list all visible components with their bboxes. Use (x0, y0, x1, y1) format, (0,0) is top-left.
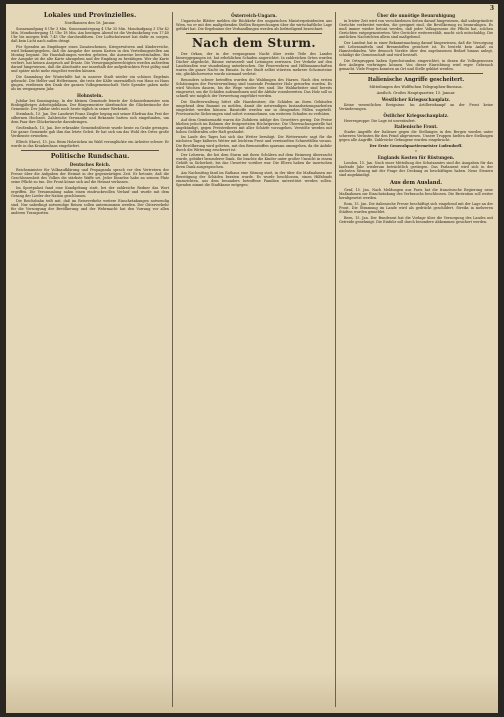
paragraph: Die Ortsgruppen haben Sprechstunden eingerichtet, in denen die Volksgenossen ihre Anliegen vorbringen können. Von dieser Einrichtung wird reger Gebrauch gemacht. Viele Fragen konnten an Ort und Stelle geklärt werden. (339, 58, 493, 71)
paragraph: Heeresgruppe: Die Lage ist unverändert. (344, 118, 416, 123)
column-rule (172, 12, 173, 707)
column-right (339, 12, 493, 707)
dateline: Amtlich. Großes Hauptquartier, 15. Januar. (376, 90, 456, 95)
divider (186, 33, 322, 34)
paragraph: Keine wesentlichen Ereignisse. Im Artilleriekampf an der Front keine Veränderungen. (339, 102, 493, 111)
paragraph: in letzter Zeit wird von verschiedenen Seiten darauf hingewiesen, daß unbegründete Gerüchte verbreitet werden, die geeignet sind, die Bevölkerung zu beunruhigen. Es muß immer wieder betont werden, daß jeder Volksgenosse die Pflicht hat, solchen Gerüchten entgegenzutreten. Wer Gerüchte weitererzählt, macht sich mitschuldig. Die amtlichen Nachrichten allein sind maßgebend. (339, 19, 493, 40)
headline-war: Italienische Angriffe gescheitert. (367, 76, 465, 83)
paragraph: Die Sammlung der Winterhilfe hat in unserer Stadt wieder ein schönes Ergebnis gebracht. Die Helfer und Helferinnen, die trotz der Kälte unermüdlich von Haus zu Haus gingen, verdienen den Dank der ganzen Volksgemeinschaft. Viele Spender gaben mehr als im vergangenen Jahr. (11, 74, 169, 91)
paragraph: London, 15. Jan. Nach einer Mitteilung des Schatzamtes sind die Ausgaben für das laufende Jahr wiederum beträchtlich gestiegen. Das Parlament wird sich in der nächsten Sitzung mit der Frage der Deckung zu beschäftigen haben. Neue Steuern sind angekündigt. (339, 161, 493, 178)
paragraph: Bern, 15. Jan. Der Bundesrat hat die Vorlage über die Versorgung des Landes mit Getreide genehmigt. Die Einfuhr soll durch besondere Abkommen gesichert werden. (339, 215, 493, 224)
asterism: * (415, 148, 417, 154)
paragraph: Jubilar bei Sonntagstag. In der kleinen Gemeinde feierte der Schmiedemeister sein fünfzigjähriges Arbeitsjubiläum. Der Bürgermeister überbrachte die Glückwünsche der Gemeinde. Der Jubilar steht noch heute täglich in seiner Werkstatt. (11, 98, 169, 111)
signature: Der Erste Generalquartiermeister Ludendorff. (369, 143, 463, 148)
paragraph: Besonders schwer betroffen wurden die Waldungen des Harzes. Nach den ersten Schätzungen der Forstverwaltung sind tausende Festmeter Holz geworfen worden. Es wird Wochen dauern, bis die Wege wieder frei sind. Die Waldarbeiter sind bereits eingesetzt, um die Schäden aufzunehmen und die Abfuhr vorzubereiten. Das Holz soll so schnell wie möglich der Verwertung zugeführt werden. (176, 78, 332, 99)
paragraph: Im Laufe des Tages hat sich das Wetter beruhigt. Die Wetterwarte sagt für die nächsten Tage kälteres Wetter mit leichtem Frost und vereinzelten Schneefällen voraus. Die Bevölkerung wird gebeten, mit den Brennstoffen sparsam umzugehen, da die Anfuhr durch die Witterung erschwert ist. (176, 135, 332, 152)
subhead: Östlicher Kriegsschauplatz. (383, 112, 449, 118)
paragraph: Die Reichsbahn teilt mit, daß im Reiseverkehr weitere Einschränkungen notwendig sind. Nur unbedingt notwendige Reisen sollen unternommen werden. Der Güterverkehr für die Versorgung der Bevölkerung und der Wehrmacht hat den Vorrang vor allen anderen Transporten. (11, 199, 169, 216)
paragraph: Auf dem Gemüsemarkt waren die Zufuhren infolge des Unwetters gering. Die Preise blieben jedoch im Rahmen der festgesetzten Höchstpreise. Die Überwachungsstelle hat angekündigt, gegen Preistreiberei mit aller Schärfe vorzugehen. Verstöße werden mit hohen Geldstrafen oder Haft geahndet. (176, 117, 332, 134)
subhead: Italienische Front. (394, 124, 438, 130)
section-title-politics: Politische Rundschau. (50, 152, 130, 160)
subhead: Über die unnötige Beunruhigung (376, 13, 456, 18)
subhead: Hohnstein. (77, 92, 103, 98)
paper-stain (6, 673, 498, 713)
dateline: Nordhausen den 16. Januar. (64, 21, 116, 25)
subhead: Englands Kosten für Rüstungen. (377, 155, 455, 160)
byline: Mitteilungen des Wolffschen Telegraphen-Bureaus. (369, 84, 463, 89)
subhead: Österreich-Ungarn. (231, 13, 277, 18)
paragraph: Ellrich (Harz), 15. Jan. Beim Holzrücken im Wald verunglückte ein Arbeiter schwer. Er wurde in das Krankenhaus eingeliefert. (11, 139, 169, 148)
subhead: Westlicher Kriegsschauplatz. (381, 96, 451, 102)
newspaper-page (6, 4, 498, 713)
column-middle (176, 12, 332, 707)
paragraph: Im Sportpalast fand eine Kundgebung statt, bei der zahlreiche Redner das Wort ergriffen. Die Versammlung nahm einen eindrucksvollen Verlauf und wurde mit dem Gesang der Lieder der Nation geschlossen. (11, 185, 169, 198)
headline-abroad: Aus dem Ausland. (390, 180, 442, 187)
paragraph: Reichsminister für Volksaufklärung und Propaganda sprach vor den Vertretern der Presse über die Aufgaben der Heimat in der gegenwärtigen Zeit. Er betonte, daß die Geschlossenheit des Volkes die stärkste Waffe sei. Jeder Einzelne habe an seinem Platz seine Pflicht zu tun. Die Front könne sich auf die Heimat verlassen. (11, 167, 169, 184)
paragraph: Der Landrat hat in einer Bekanntmachung darauf hingewiesen, daß die Versorgung mit Lebensmitteln und Brennstoffen gesichert ist. Es besteht kein Anlaß zu Hamsterkäufen. Wer dennoch Vorräte über den zugelassenen Bedarf hinaus anlegt, schädigt die Gemeinschaft und wird bestraft. (339, 40, 493, 57)
subhead: Deutsches Reich. (69, 161, 111, 167)
divider (349, 73, 483, 74)
headline: Nach dem Sturm. (192, 36, 316, 51)
paragraph: Am Nachmittag fand im Rathaus eine Sitzung statt, in der über die Maßnahmen zur Beseitigung der Schäden beraten wurde. Es wurde beschlossen, einen Hilfsfonds einzurichten, aus dem besonders betroffene Familien unterstützt werden sollen. Spenden nimmt die Stadtkasse entgegen. (176, 170, 332, 188)
paragraph: Die Stadtverwaltung bittet alle Hausbesitzer, die Schäden an ihren Gebäuden umgehend dem Bauamt zu melden, damit die notwendigen Instandsetzungsarbeiten eingeleitet werden können. Baustoffe werden nur in dringenden Fällen zugeteilt. Provisorische Sicherungen sind sofort vorzunehmen, um weiteren Schaden zu verhüten. (176, 99, 332, 116)
column-rule (335, 12, 336, 707)
divider (21, 150, 159, 151)
paragraph: Großenbach, 15. Jan. Der erkrankte Gemeindeälteste wurde heute zu Grabe getragen. Die ganze Gemeinde gab ihm das letzte Geleit. Er hat sich um das Wohl des Ortes große Verdienste erworben. (11, 126, 169, 139)
paragraph: Rom, 15. Jan. Die italienische Presse beschäftigt sich eingehend mit der Lage an der Front. Die Stimmung im Lande wird als gedrückt geschildert. Streiks in mehreren Städten wurden gemeldet. (339, 201, 493, 215)
paragraph: Für Spenden an Empfänger eines Zusatzscheines, Kriegerwitwen und Kinderreiche, wird bekanntgegeben, daß die Ausgabe der neuen Karten in den Verteilungsstellen am Montag beginnt. Die Haushaltungen werden gebeten, die Ausweise bereitzuhalten. Bei der Ausgabe ist die alte Karte abzugeben und der Empfang zu bestätigen. Wer die Karte verliert, hat keinen Anspruch auf Ersatz. Die Versorgungsberechtigten werden außerdem darauf hingewiesen, daß die Abschnitte nur innerhalb der aufgedruckten Frist gültig sind und später nicht mehr eingelöst werden können. (11, 44, 169, 74)
paragraph: Steinbach, 15. Jan. Der Landwirt Franz Ziegler beging mit seiner Ehefrau das Fest der silbernen Hochzeit. Zahlreiche Verwandte und Bekannte hatten sich eingefunden, um dem Paar ihre Glückwünsche darzubringen. (11, 112, 169, 125)
paragraph: Der Orkan, der in der vergangenen Nacht über weite Teile des Landes hinweggegangen ist, hat erheblichen Schaden angerichtet. In zahlreichen Orten wurden Dächer abgedeckt, Bäume entwurzelt und Leitungen zerrissen. Der Verkehr auf den Landstraßen war stundenlang unterbrochen. Die Feuerwehren und Hilfsmannschaften waren die ganze Nacht im Einsatz. In der Stadt selbst stürzten mehrere Schornsteine ein; glücklicherweise wurde niemand verletzt. (176, 52, 332, 77)
paragraph: Sonnenaufgang 8 Uhr 3 Min. Sonnenuntergang 4 Uhr 35 Min. Mondaufgang 3 Uhr 42 Min. Monduntergang 11 Uhr 18 Min. Am heutigen Abend ist die Verdunkelung von 17.40 Uhr bis morgen früh 7.45 Uhr durchzuführen. Der Luftschutzwart hat dafür zu sorgen, daß kein Licht nach außen dringt. (11, 27, 169, 44)
paragraph: Genf, 15. Jan. Nach Meldungen aus Paris hat die französische Regierung neue Maßnahmen zur Einschränkung des Verbrauchs beschlossen. Die Brotration soll weiter herabgesetzt werden. (339, 188, 493, 201)
column-left (11, 12, 169, 707)
section-title-local: Lokales und Provinzielles. (43, 12, 137, 19)
paragraph: Ungarische Blätter melden die Rückkehr des ungarischen Ministerpräsidenten aus Wien, wo er mit den maßgebenden Stellen Besprechungen über die wirtschaftliche Lage geführt hat. Die Ergebnisse der Verhandlungen werden als befriedigend bezeichnet. (176, 19, 332, 32)
page-number: 3 (489, 5, 494, 12)
paragraph: Der Lehrerin, die bei dem Sturm mit ihren Schülern auf dem Heimweg überrascht wurde, gebührt besonderer Dank. Sie brachte die Kinder unter großer Umsicht in einem Gehöft in Sicherheit, bis das Unwetter vorüber war. Die Eltern haben ihr inzwischen ihren Dank ausgesprochen. (176, 153, 332, 170)
paragraph: Starke Angriffe der Italiener gegen die Stellungen in den Bergen wurden unter schweren Verlusten für den Feind abgewiesen. Unsere Truppen hielten ihre Stellungen gegen alle Angriffe. Zahlreiche Gefangene wurden eingebracht. (339, 130, 493, 143)
